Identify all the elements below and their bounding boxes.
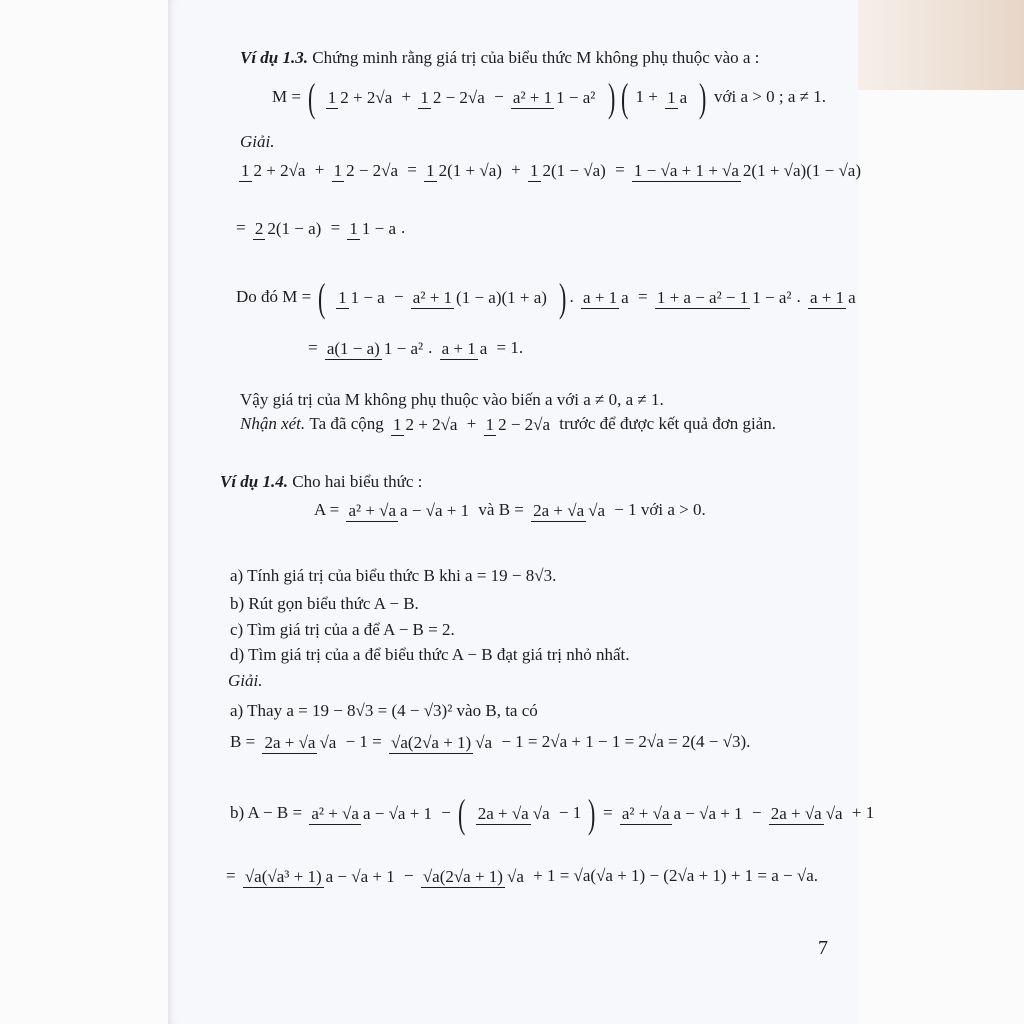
solution-label: Giải. xyxy=(240,132,275,151)
fraction: 1 2 + 2√a xyxy=(327,88,393,107)
a-b-definitions: A = a² + √a a − √a + 1 và B = 2a + √a √a − 1 với a > 0. xyxy=(314,500,706,521)
conclusion: Vậy giá trị của M không phụ thuộc vào biến a với a ≠ 0, a ≠ 1. xyxy=(240,390,664,409)
question-a: a) Tính giá trị của biểu thức B khi a = 19 − 8√3. xyxy=(230,566,557,585)
example-1-3-label: Ví dụ 1.3. xyxy=(240,48,309,67)
solution-b-eq: b) A − B = a² + √a a − √a + 1 − ( 2a + √a √a − 1 ) = a² + √a a − √a + 1 − 2a + √a √a + 1 xyxy=(230,791,875,836)
example-1-3-heading-line xyxy=(240,48,759,68)
example-1-4-statement: Cho hai biểu thức : xyxy=(292,472,423,491)
step-3: Do đó M = ( 1 1 − a − a² + 1 (1 − a)(1 + a) ) . a + 1 a = 1 + a − a² − 1 1 − a² . a + 1 a xyxy=(236,275,856,320)
step-2: = 2 2(1 − a) = 1 1 − a . xyxy=(236,218,406,239)
remark: Nhận xét. Ta đã cộng 1 2 + 2√a + 1 2 − 2√a trước để được kết quả đơn giản. xyxy=(240,414,777,435)
solution-a-eq: B = 2a + √a √a − 1 = √a(2√a + 1) √a − 1 = 2√a + 1 − 1 = 2√a = 2(4 − √3). xyxy=(230,732,751,753)
question-c: c) Tìm giá trị của a để A − B = 2. xyxy=(230,620,455,639)
open-paren: ( xyxy=(620,75,629,120)
background-accent xyxy=(858,0,1024,90)
example-1-3-statement: Chứng minh rằng giá trị của biểu thức M không phụ thuộc vào a : xyxy=(312,48,760,67)
m-lhs: M = xyxy=(272,86,301,106)
question-b: b) Rút gọn biểu thức A − B. xyxy=(230,594,419,613)
fraction: 1 2 − 2√a xyxy=(420,88,485,107)
example-1-4-heading-line xyxy=(220,472,422,492)
step-4: = a(1 − a) 1 − a² . a + 1 a = 1. xyxy=(308,338,524,359)
solution-label-2: Giải. xyxy=(228,671,263,690)
fraction: a² + 1 1 − a² xyxy=(512,88,596,107)
fraction: 1 a xyxy=(667,88,688,107)
page-number: 7 xyxy=(818,937,828,959)
step-1: 1 2 + 2√a + 1 2 − 2√a = 1 2(1 + √a) + 1 2(1 − √a) = 1 − √a + 1 + √a 2(1 + √a)(1 − √a) xyxy=(241,160,861,181)
open-paren: ( xyxy=(308,75,316,120)
example-1-4-label: Ví dụ 1.4. xyxy=(220,472,289,491)
solution-a-line: a) Thay a = 19 − 8√3 = (4 − √3)² vào B, ta có xyxy=(230,701,538,720)
m-definition: M = ( 1 2 + 2√a + 1 2 − 2√a − a² + 1 1 − a² ) ( 1 + 1 a ) với a > 0 ; a ≠ 1. xyxy=(272,75,826,120)
background-right xyxy=(858,0,1024,1024)
book-page xyxy=(168,0,875,1024)
close-paren: ) xyxy=(607,75,615,120)
close-paren: ) xyxy=(699,75,707,120)
background-left xyxy=(0,0,168,1024)
condition: với a > 0 ; a ≠ 1. xyxy=(714,86,826,106)
question-d: d) Tìm giá trị của a để biểu thức A − B đạt giá trị nhỏ nhất. xyxy=(230,645,630,664)
solution-b-continued: = √a(√a³ + 1) a − √a + 1 − √a(2√a + 1) √a + 1 = √a(√a + 1) − (2√a + 1) + 1 = a − √a. xyxy=(226,866,819,887)
